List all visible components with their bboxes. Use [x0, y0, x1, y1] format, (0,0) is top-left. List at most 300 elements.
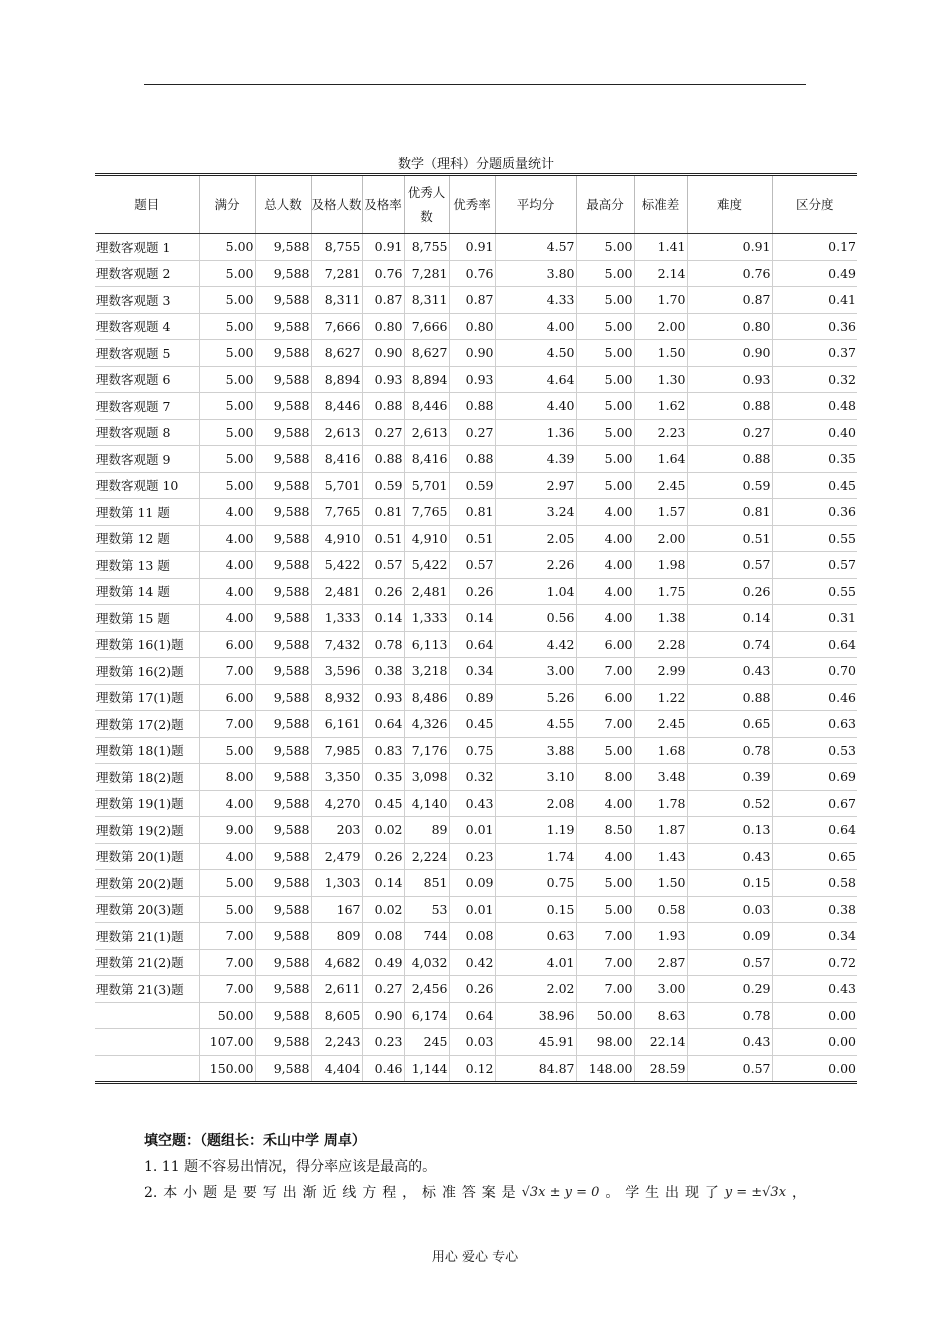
table-cell: 1.62: [634, 393, 687, 420]
table-cell: 7.00: [199, 976, 255, 1003]
table-cell: 50.00: [199, 1002, 255, 1029]
table-cell: 5.00: [576, 366, 634, 393]
table-cell: 8,486: [404, 684, 449, 711]
table-row: [95, 605, 857, 632]
table-cell: 4,682: [311, 949, 362, 976]
table-cell: 0.49: [772, 260, 857, 287]
table-cell: 1.41: [634, 234, 687, 261]
table-cell: 0.63: [495, 923, 576, 950]
table-cell: 0.09: [449, 870, 495, 897]
table-cell: 5.00: [199, 446, 255, 473]
table-cell: 0.48: [772, 393, 857, 420]
table-cell: 0.87: [449, 287, 495, 314]
table-cell: 0.59: [449, 472, 495, 499]
table-cell: 0.26: [362, 843, 404, 870]
table-cell: 0.80: [362, 313, 404, 340]
table-cell: 1.70: [634, 287, 687, 314]
table-cell: 1.64: [634, 446, 687, 473]
table-cell: 3,218: [404, 658, 449, 685]
row-label: 理数第 19(1)题: [95, 790, 199, 817]
table-cell: 0.93: [449, 366, 495, 393]
table-row: [95, 525, 857, 552]
table-cell: 2.26: [495, 552, 576, 579]
table-cell: 0.63: [772, 711, 857, 738]
row-label: 理数第 21(2)题: [95, 949, 199, 976]
table-cell: 4.00: [576, 790, 634, 817]
asymptote-formula: √3x ± y = 0: [521, 1185, 600, 1200]
table-cell: 8,416: [404, 446, 449, 473]
table-cell: 1.30: [634, 366, 687, 393]
table-cell: 6,174: [404, 1002, 449, 1029]
table-cell: 0.83: [362, 737, 404, 764]
table-cell: 2,613: [404, 419, 449, 446]
table-cell: 3,350: [311, 764, 362, 791]
text-glyph: 答: [461, 1185, 476, 1201]
table-row: [95, 499, 857, 526]
table-cell: 9,588: [255, 605, 311, 632]
table-cell: 0.26: [687, 578, 772, 605]
table-cell: 2.02: [495, 976, 576, 1003]
row-label: 理数第 17(2)题: [95, 711, 199, 738]
table-cell: 1.36: [495, 419, 576, 446]
table-cell: 0.57: [449, 552, 495, 579]
table-cell: 4.00: [576, 525, 634, 552]
text-glyph: 出: [665, 1185, 680, 1201]
table-cell: 1.98: [634, 552, 687, 579]
table-cell: 5.00: [199, 896, 255, 923]
table-row: [95, 843, 857, 870]
table-cell: 1.68: [634, 737, 687, 764]
table-cell: 9,588: [255, 234, 311, 261]
column-header: 满分: [199, 175, 255, 234]
table-cell: 1.22: [634, 684, 687, 711]
table-cell: 0.27: [362, 419, 404, 446]
table-cell: 89: [404, 817, 449, 844]
table-cell: 9,588: [255, 340, 311, 367]
table-cell: 8,627: [311, 340, 362, 367]
table-cell: 4,032: [404, 949, 449, 976]
table-cell: 0.00: [772, 1029, 857, 1056]
table-cell: 5.00: [199, 870, 255, 897]
row-label: 理数第 13 题: [95, 552, 199, 579]
table-cell: 5.00: [199, 393, 255, 420]
table-cell: 38.96: [495, 1002, 576, 1029]
table-cell: 8,755: [311, 234, 362, 261]
table-cell: 7.00: [576, 976, 634, 1003]
table-cell: 6.00: [199, 684, 255, 711]
table-cell: 4,270: [311, 790, 362, 817]
table-cell: 0.43: [687, 843, 772, 870]
text-glyph: 近: [322, 1185, 337, 1201]
table-cell: 0.14: [362, 605, 404, 632]
table-cell: 5.00: [199, 313, 255, 340]
row-label: 理数第 21(3)题: [95, 976, 199, 1003]
table-cell: 0.35: [362, 764, 404, 791]
table-cell: 9,588: [255, 287, 311, 314]
table-cell: 9,588: [255, 1055, 311, 1083]
row-label: 理数第 15 题: [95, 605, 199, 632]
table-cell: 4,910: [311, 525, 362, 552]
table-cell: 8,311: [311, 287, 362, 314]
table-cell: 2.99: [634, 658, 687, 685]
table-cell: 0.12: [449, 1055, 495, 1083]
table-cell: 8.50: [576, 817, 634, 844]
table-cell: 0.14: [449, 605, 495, 632]
table-cell: 0.57: [362, 552, 404, 579]
table-cell: 3.80: [495, 260, 576, 287]
table-cell: 4.00: [576, 843, 634, 870]
table-cell: 2.08: [495, 790, 576, 817]
table-cell: 0.09: [687, 923, 772, 950]
table-cell: 0.01: [449, 896, 495, 923]
table-row: [95, 1002, 857, 1029]
row-label: 理数第 18(1)题: [95, 737, 199, 764]
table-cell: 5.00: [576, 870, 634, 897]
table-cell: 7.00: [199, 658, 255, 685]
table-cell: 0.08: [362, 923, 404, 950]
table-cell: 4.00: [199, 525, 255, 552]
table-row: [95, 260, 857, 287]
text-glyph: 出: [282, 1185, 297, 1201]
table-cell: 0.58: [772, 870, 857, 897]
table-cell: 7,281: [311, 260, 362, 287]
table-cell: 0.90: [362, 340, 404, 367]
commentary-line-1: 1. 11 题不容易出情况，得分率应该是最高的。: [144, 1159, 437, 1175]
table-cell: 9.00: [199, 817, 255, 844]
table-cell: 4.33: [495, 287, 576, 314]
table-cell: 84.87: [495, 1055, 576, 1083]
table-cell: 4.00: [576, 578, 634, 605]
table-cell: 1,144: [404, 1055, 449, 1083]
table-cell: 8,446: [404, 393, 449, 420]
table-cell: 0.88: [362, 446, 404, 473]
table-cell: 0.55: [772, 578, 857, 605]
table-row: [95, 949, 857, 976]
table-cell: 7.00: [576, 949, 634, 976]
text-glyph: 是: [501, 1185, 516, 1201]
table-cell: 0.15: [687, 870, 772, 897]
table-cell: 4.00: [199, 499, 255, 526]
table-cell: 7.00: [576, 923, 634, 950]
table-cell: 0.27: [687, 419, 772, 446]
table-cell: 0.64: [772, 817, 857, 844]
table-cell: 2.00: [634, 313, 687, 340]
table-row: [95, 976, 857, 1003]
table-cell: 8,894: [404, 366, 449, 393]
table-cell: 0.93: [687, 366, 772, 393]
table-cell: 0.78: [687, 737, 772, 764]
table-cell: 4.00: [576, 499, 634, 526]
column-header: 区分度: [772, 175, 857, 234]
table-cell: 0.88: [687, 393, 772, 420]
table-cell: 0.45: [772, 472, 857, 499]
table-cell: 0.39: [687, 764, 772, 791]
table-cell: 7.00: [199, 949, 255, 976]
table-cell: 9,588: [255, 737, 311, 764]
row-label: 理数客观题 7: [95, 393, 199, 420]
table-cell: 4.00: [199, 605, 255, 632]
table-cell: 0.46: [772, 684, 857, 711]
table-cell: 5.26: [495, 684, 576, 711]
table-header-row: [95, 175, 857, 234]
table-cell: 9,588: [255, 260, 311, 287]
table-row: [95, 790, 857, 817]
table-cell: 3.10: [495, 764, 576, 791]
table-cell: 0.38: [362, 658, 404, 685]
text-glyph: 2.: [144, 1185, 158, 1201]
table-cell: 150.00: [199, 1055, 255, 1083]
table-cell: 6.00: [576, 631, 634, 658]
table-cell: 0.49: [362, 949, 404, 976]
table-cell: 0.13: [687, 817, 772, 844]
row-label: 理数第 16(1)题: [95, 631, 199, 658]
text-glyph: 程: [382, 1185, 397, 1201]
table-cell: 0.36: [772, 313, 857, 340]
table-cell: 8.00: [199, 764, 255, 791]
column-header: 难度: [687, 175, 772, 234]
row-label: 理数第 19(2)题: [95, 817, 199, 844]
table-cell: 8,755: [404, 234, 449, 261]
column-header: 总人数: [255, 175, 311, 234]
table-cell: 5.00: [199, 472, 255, 499]
table-cell: 2.00: [634, 525, 687, 552]
table-cell: 0.03: [449, 1029, 495, 1056]
table-cell: 0.27: [362, 976, 404, 1003]
table-cell: 4.55: [495, 711, 576, 738]
table-cell: 9,588: [255, 896, 311, 923]
table-cell: 5.00: [576, 737, 634, 764]
table-cell: 4,140: [404, 790, 449, 817]
table-cell: 0.88: [687, 446, 772, 473]
table-row: [95, 817, 857, 844]
table-cell: 98.00: [576, 1029, 634, 1056]
table-cell: 7,765: [404, 499, 449, 526]
text-glyph: 标: [422, 1185, 437, 1201]
table-row: [95, 1029, 857, 1056]
text-glyph: 渐: [302, 1185, 317, 1201]
table-cell: 3.88: [495, 737, 576, 764]
table-cell: 0.57: [687, 1055, 772, 1083]
table-cell: 0.26: [449, 578, 495, 605]
table-cell: 5.00: [199, 287, 255, 314]
row-label: 理数客观题 1: [95, 234, 199, 261]
table-cell: 0.67: [772, 790, 857, 817]
table-cell: 4.42: [495, 631, 576, 658]
table-row: [95, 631, 857, 658]
text-glyph: 生: [645, 1185, 660, 1201]
table-caption: 数学（理科）分题质量统计: [397, 157, 554, 172]
table-cell: 0.02: [362, 817, 404, 844]
table-cell: 0.87: [687, 287, 772, 314]
text-glyph: 本: [163, 1185, 178, 1201]
table-cell: 0.38: [772, 896, 857, 923]
table-cell: 9,588: [255, 949, 311, 976]
table-cell: 6.00: [199, 631, 255, 658]
table-cell: 8,932: [311, 684, 362, 711]
row-label: 理数客观题 6: [95, 366, 199, 393]
table-cell: 0.01: [449, 817, 495, 844]
table-cell: 0.81: [449, 499, 495, 526]
table-cell: 0.88: [362, 393, 404, 420]
table-cell: 1.43: [634, 843, 687, 870]
table-cell: 9,588: [255, 472, 311, 499]
text-glyph: 写: [262, 1185, 277, 1201]
table-cell: 0.78: [362, 631, 404, 658]
table-row: [95, 1055, 857, 1083]
table-cell: 0.36: [772, 499, 857, 526]
row-label: 理数客观题 3: [95, 287, 199, 314]
row-label: [95, 1002, 199, 1029]
table-cell: 0.90: [449, 340, 495, 367]
table-cell: 0.52: [687, 790, 772, 817]
table-cell: 4.00: [495, 313, 576, 340]
table-cell: 9,588: [255, 658, 311, 685]
table-cell: 1.87: [634, 817, 687, 844]
table-cell: 2,456: [404, 976, 449, 1003]
table-cell: 0.00: [772, 1002, 857, 1029]
table-cell: 6,113: [404, 631, 449, 658]
table-cell: 5.00: [576, 234, 634, 261]
table-cell: 3,596: [311, 658, 362, 685]
table-row: [95, 764, 857, 791]
table-cell: 0.64: [449, 1002, 495, 1029]
row-label: 理数第 21(1)题: [95, 923, 199, 950]
table-cell: 50.00: [576, 1002, 634, 1029]
table-cell: 0.27: [449, 419, 495, 446]
table-cell: 3.24: [495, 499, 576, 526]
table-cell: 5,422: [404, 552, 449, 579]
table-cell: 0.93: [362, 366, 404, 393]
table-cell: 4.00: [576, 552, 634, 579]
table-cell: 8,605: [311, 1002, 362, 1029]
table-cell: 9,588: [255, 552, 311, 579]
table-cell: 0.75: [495, 870, 576, 897]
text-glyph: 方: [362, 1185, 377, 1201]
table-cell: 0.70: [772, 658, 857, 685]
table-cell: 167: [311, 896, 362, 923]
table-cell: 0.00: [772, 1055, 857, 1083]
table-cell: 0.37: [772, 340, 857, 367]
table-cell: 0.69: [772, 764, 857, 791]
table-cell: 0.55: [772, 525, 857, 552]
table-cell: 0.32: [449, 764, 495, 791]
table-cell: 3.48: [634, 764, 687, 791]
table-cell: 0.88: [687, 684, 772, 711]
row-label: 理数第 18(2)题: [95, 764, 199, 791]
table-cell: 0.51: [687, 525, 772, 552]
table-cell: 8,416: [311, 446, 362, 473]
table-cell: 0.26: [449, 976, 495, 1003]
table-cell: 4.00: [199, 843, 255, 870]
table-cell: 9,588: [255, 393, 311, 420]
table-cell: 9,588: [255, 631, 311, 658]
table-cell: 2,481: [404, 578, 449, 605]
row-label: 理数客观题 10: [95, 472, 199, 499]
table-row: [95, 711, 857, 738]
table-cell: 0.15: [495, 896, 576, 923]
table-cell: 4.57: [495, 234, 576, 261]
table-cell: 0.17: [772, 234, 857, 261]
table-cell: 5,701: [311, 472, 362, 499]
table-cell: 0.45: [362, 790, 404, 817]
table-cell: 7,176: [404, 737, 449, 764]
table-cell: 8.63: [634, 1002, 687, 1029]
table-row: [95, 737, 857, 764]
table-cell: 1,303: [311, 870, 362, 897]
table-cell: 4.40: [495, 393, 576, 420]
text-glyph: 是: [222, 1185, 237, 1201]
table-cell: 0.43: [449, 790, 495, 817]
table-cell: 1.93: [634, 923, 687, 950]
table-cell: 0.81: [362, 499, 404, 526]
table-cell: 0.72: [772, 949, 857, 976]
table-cell: 0.65: [772, 843, 857, 870]
table-cell: 0.45: [449, 711, 495, 738]
table-row: [95, 896, 857, 923]
text-glyph: 线: [342, 1185, 357, 1201]
column-header: 及格率: [362, 175, 404, 234]
table-cell: 0.34: [449, 658, 495, 685]
column-header: 及格人数: [311, 175, 362, 234]
table-cell: 0.29: [687, 976, 772, 1003]
row-label: 理数客观题 8: [95, 419, 199, 446]
column-header: 题目: [95, 175, 199, 234]
table-cell: 4.00: [199, 790, 255, 817]
column-header: 标准差: [634, 175, 687, 234]
table-cell: 5.00: [199, 260, 255, 287]
table-cell: 9,588: [255, 578, 311, 605]
table-cell: 0.88: [449, 446, 495, 473]
table-cell: 0.32: [772, 366, 857, 393]
table-cell: 0.80: [687, 313, 772, 340]
table-cell: 4.00: [199, 578, 255, 605]
table-cell: 2.05: [495, 525, 576, 552]
table-cell: 0.91: [362, 234, 404, 261]
table-cell: 0.08: [449, 923, 495, 950]
table-cell: 0.91: [687, 234, 772, 261]
table-cell: 9,588: [255, 923, 311, 950]
table-cell: 0.57: [772, 552, 857, 579]
table-cell: 22.14: [634, 1029, 687, 1056]
table-cell: 0.75: [449, 737, 495, 764]
table-cell: 0.88: [449, 393, 495, 420]
table-cell: 9,588: [255, 525, 311, 552]
table-cell: 5.00: [576, 260, 634, 287]
table-cell: 0.23: [362, 1029, 404, 1056]
table-cell: 0.26: [362, 578, 404, 605]
table-cell: 0.35: [772, 446, 857, 473]
table-cell: 7,765: [311, 499, 362, 526]
table-row: [95, 313, 857, 340]
table-cell: 245: [404, 1029, 449, 1056]
table-row: [95, 578, 857, 605]
table-cell: 4.01: [495, 949, 576, 976]
table-cell: 1.75: [634, 578, 687, 605]
text-glyph: 小: [183, 1185, 198, 1201]
table-cell: 7.00: [199, 711, 255, 738]
text-glyph: 现: [684, 1185, 699, 1201]
section-heading: 填空题：（题组长：禾山中学 周卓）: [144, 1133, 366, 1149]
table-cell: 9,588: [255, 313, 311, 340]
table-cell: 1.38: [634, 605, 687, 632]
table-cell: 107.00: [199, 1029, 255, 1056]
table-cell: 1.57: [634, 499, 687, 526]
table-cell: 0.76: [449, 260, 495, 287]
table-row: [95, 234, 857, 261]
table-cell: 0.42: [449, 949, 495, 976]
text-glyph: 要: [242, 1185, 257, 1201]
table-row: [95, 287, 857, 314]
